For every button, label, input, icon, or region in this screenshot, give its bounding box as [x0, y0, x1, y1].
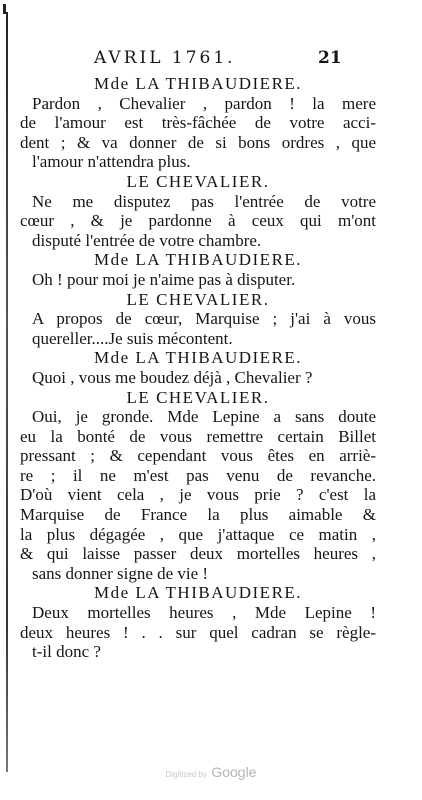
- binding-mark: [3, 4, 6, 14]
- text-line: eu la bonté de vous remettre certain Billet: [20, 426, 376, 446]
- speaker-name: Mde LA THIBAUDIERE.: [93, 348, 303, 368]
- google-logo: Google: [211, 764, 257, 780]
- digitization-watermark: [0, 764, 422, 782]
- text-line: & qui laisse passer deux mortelles heures ,: [20, 544, 376, 564]
- play-text: [20, 74, 376, 662]
- page-spine-shadow: [6, 12, 8, 772]
- text-line: dent ; & va donner de si bons ordres , que: [20, 132, 376, 152]
- speaker-name: LE CHEVALIER.: [126, 289, 270, 309]
- text-line: D'où vient cela , je vous prie ? c'est la: [20, 485, 376, 505]
- text-line: t-il donc ?: [32, 642, 101, 662]
- text-line: sans donner signe de vie !: [32, 563, 209, 583]
- text-line: cœur , & je pardonne à ceux qui m'ont: [20, 211, 376, 231]
- speaker-name: Mde LA THIBAUDIERE.: [93, 583, 303, 603]
- running-title: AVRIL 1761.: [94, 48, 236, 68]
- text-line: re ; il ne m'est pas venu de revanche.: [20, 465, 376, 485]
- text-line: quereller....Je suis mécontent.: [32, 328, 233, 348]
- text-line: Oh ! pour moi je n'aime pas à disputer.: [32, 269, 296, 289]
- speaker-name: LE CHEVALIER.: [126, 387, 270, 407]
- text-line: Ne me disputez pas l'entrée de votre: [32, 191, 376, 211]
- digitized-by-label: Digitized by: [165, 770, 207, 779]
- text-line: pressant ; & cependant vous êtes en arriè-: [20, 446, 376, 466]
- text-line: Deux mortelles heures , Mde Lepine !: [32, 603, 376, 623]
- text-line: l'amour n'attendra plus.: [32, 152, 191, 172]
- text-line: disputé l'entrée de votre chambre.: [32, 230, 262, 250]
- running-header: [0, 48, 422, 74]
- text-line: la plus dégagée , que j'attaque ce matin ,: [20, 524, 376, 544]
- speaker-name: Mde LA THIBAUDIERE.: [93, 74, 303, 93]
- text-line: deux heures ! . . sur quel cadran se règle-: [20, 622, 376, 642]
- text-line: Pardon , Chevalier , pardon ! la mere: [32, 93, 376, 113]
- text-line: A propos de cœur, Marquise ; j'ai à vous: [32, 309, 376, 329]
- text-line: de l'amour est très-fâchée de votre acci-: [20, 113, 376, 133]
- speaker-name: LE CHEVALIER.: [126, 171, 270, 191]
- page-number: 21: [318, 48, 342, 68]
- text-line: Quoi , vous me boudez déjà , Chevalier ?: [32, 367, 313, 387]
- speaker-name: Mde LA THIBAUDIERE.: [93, 250, 303, 270]
- text-line: Marquise de France la plus aimable &: [20, 505, 376, 525]
- text-line: Oui, je gronde. Mde Lepine a sans doute: [32, 407, 376, 427]
